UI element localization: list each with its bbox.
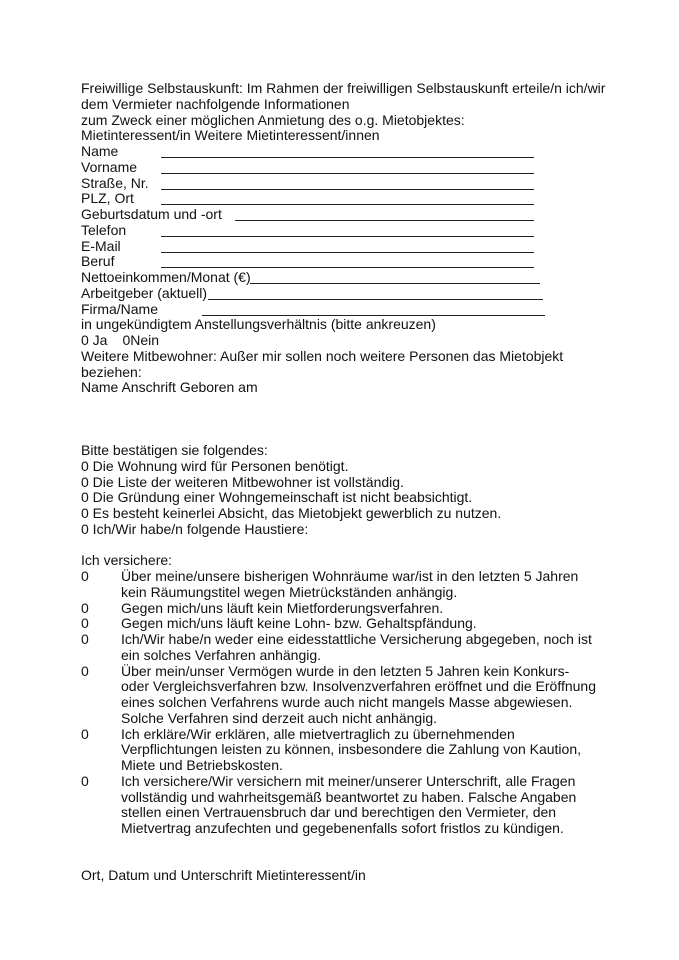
assure-text: Gegen mich/uns läuft keine Lohn- bzw. Gehaltspfändung. (121, 615, 477, 632)
applicant-section (81, 81, 641, 396)
fill-line[interactable] (161, 236, 534, 237)
assure-item (81, 616, 641, 632)
assure-item (81, 601, 641, 617)
assure-title: Ich versichere: (81, 552, 173, 569)
signature-section (81, 868, 641, 884)
checkbox-marker[interactable]: 0 (81, 568, 89, 584)
assure-text: Ich/Wir habe/n weder eine eidesstattliche Versicherung abgegeben, noch ist ein solches Verfahren anhängig. (121, 631, 592, 663)
fill-line[interactable] (250, 283, 540, 284)
field-email (81, 239, 641, 255)
field-label: Geburtsdatum und -ort (81, 206, 222, 222)
field-label: E-Mail (81, 237, 121, 254)
fill-line[interactable] (161, 189, 534, 190)
fill-line[interactable] (208, 299, 543, 300)
assure-text: Über mein/unser Vermögen wurde in den letzten 5 Jahren kein Konkurs- oder Vergleichsverfahren bzw. Insolvenzverfahren eröffnet und die Eröffnung eines solchen Verfahrens wurde auch nicht mangels Masse abgewiesen. Solche Verfahren sind derzeit auch nicht anhängig. (121, 662, 597, 726)
cohabitants-text: beziehen: (81, 363, 142, 380)
assure-text: Über meine/unsere bisherigen Wohnräume war/ist in den letzten 5 Jahren kein Räumungstitel wegen Mietrückständen anhängig. (121, 568, 579, 600)
field-strasse (81, 176, 641, 192)
field-arbeitgeber (81, 286, 641, 302)
assure-text: Gegen mich/uns läuft kein Mietforderungsverfahren. (121, 599, 444, 616)
cohabitants-header: Name Anschrift Geboren am (81, 379, 258, 396)
assure-item (81, 664, 641, 727)
confirm-item[interactable]: 0 Die Wohnung wird für Personen benötigt. (81, 457, 349, 474)
confirmation-section (81, 443, 641, 837)
field-label: Name (81, 143, 119, 159)
assure-item (81, 569, 641, 601)
fill-line[interactable] (235, 220, 534, 221)
checkbox-marker[interactable]: 0 (81, 725, 89, 742)
field-beruf (81, 254, 641, 270)
checkbox-marker[interactable]: 0 (81, 631, 89, 647)
assure-text: Ich versichere/Wir versichern mit meiner/unserer Unterschrift, alle Fragen vollständig und wahrheitsgemäß beantwortet zu haben. Falsche Angaben stellen einen Vertrauensbruch dar und berechtigen den Vermieter, den Mietvertrag anzufechten und gegebenenfalls sofort fristlos zu kündigen. (121, 772, 577, 836)
intro-line: Mietinteressent/in Weitere Mietinteressent/innen (81, 127, 380, 144)
assure-item (81, 774, 641, 837)
fill-line[interactable] (161, 173, 534, 174)
checkbox-marker[interactable]: 0 (81, 599, 89, 616)
employment-options (81, 333, 641, 349)
field-name (81, 144, 641, 160)
field-geburtsdatum (81, 207, 641, 223)
checkbox-nein[interactable]: 0Nein (122, 332, 160, 348)
confirm-item[interactable]: 0 Ich/Wir habe/n folgende Haustiere: (81, 520, 309, 537)
assure-item (81, 632, 641, 664)
checkbox-marker[interactable]: 0 (81, 772, 89, 789)
field-telefon (81, 223, 641, 239)
assure-item (81, 727, 641, 774)
field-label: Arbeitgeber (aktuell) (81, 284, 208, 301)
assure-text: Ich erkläre/Wir erklären, alle mietvertraglich zu übernehmenden Verpflichtungen leisten zu können, insbesondere die Zahlung von Kaution, Miete und Betriebskosten. (121, 725, 581, 773)
intro-line: dem Vermieter nachfolgende Informationen (81, 95, 350, 112)
checkbox-ja[interactable]: 0 Ja (81, 332, 108, 348)
field-label: Vorname (81, 158, 138, 175)
confirm-title: Bitte bestätigen sie folgendes: (81, 442, 268, 458)
field-label: Telefon (81, 221, 127, 238)
field-firma (81, 302, 641, 318)
field-label: Firma/Name (81, 300, 159, 317)
intro-line: Freiwillige Selbstauskunft: Im Rahmen der freiwilligen Selbstauskunft erteile/n ich/wir (81, 80, 606, 96)
field-vorname (81, 160, 641, 176)
field-label: Nettoeinkommen/Monat (€) (81, 269, 251, 285)
signature-label: Ort, Datum und Unterschrift Mietinteressent/in (81, 867, 366, 883)
confirm-item[interactable]: 0 Die Liste der weiteren Mitbewohner ist vollständig. (81, 473, 404, 490)
checkbox-marker[interactable]: 0 (81, 615, 89, 632)
confirm-item[interactable]: 0 Es besteht keinerlei Absicht, das Mietobjekt gewerblich zu nutzen. (81, 505, 502, 521)
confirm-item[interactable]: 0 Die Gründung einer Wohngemeinschaft ist nicht beabsichtigt. (81, 489, 473, 506)
employment-question: in ungekündigtem Anstellungsverhältnis (bitte ankreuzen) (81, 316, 436, 333)
fill-line[interactable] (161, 252, 534, 253)
intro-line: zum Zweck einer möglichen Anmietung des o.g. Mietobjektes: (81, 111, 465, 128)
cohabitants-text: Weitere Mitbewohner: Außer mir sollen noch weitere Personen das Mietobjekt (81, 347, 564, 364)
field-label: Beruf (81, 253, 115, 270)
field-label: Straße, Nr. (81, 174, 149, 191)
field-nettoeinkommen (81, 270, 641, 286)
fill-line[interactable] (161, 157, 534, 158)
field-plz-ort (81, 191, 641, 207)
field-label: PLZ, Ort (81, 190, 134, 207)
checkbox-marker[interactable]: 0 (81, 662, 89, 679)
